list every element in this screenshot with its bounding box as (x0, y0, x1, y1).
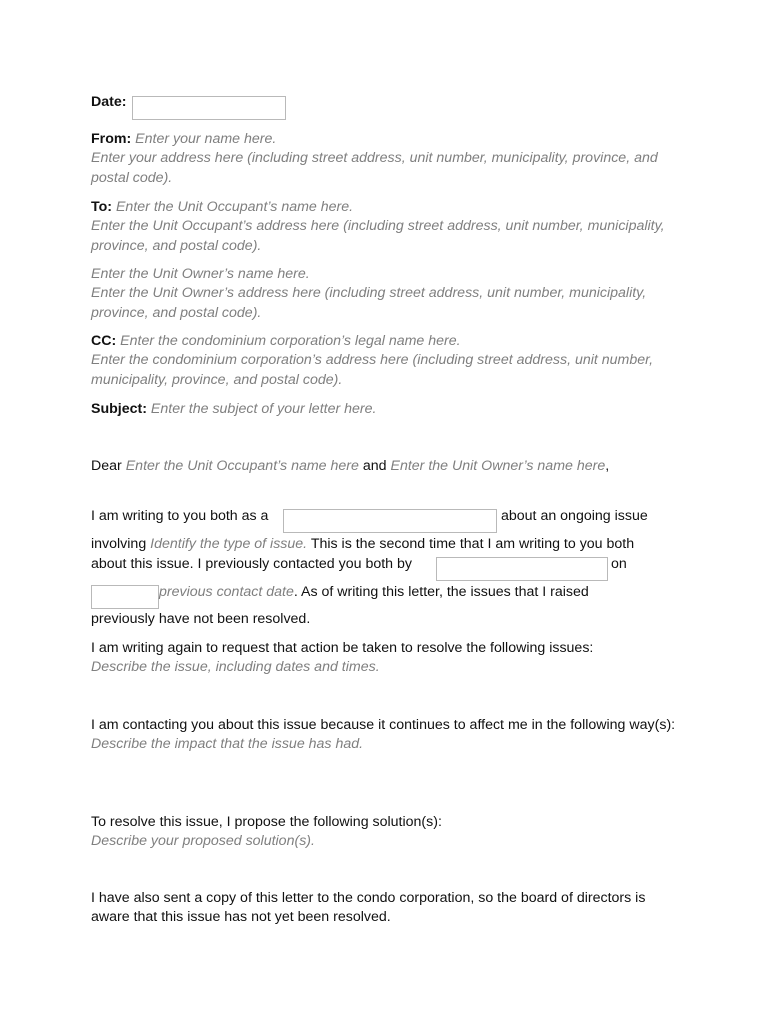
from-address-placeholder[interactable]: Enter your address here (including street address, unit number, municipality, province, and postal code). (91, 150, 658, 186)
para1-text-b: about an ongoing issue (501, 508, 648, 524)
para1-line4 (159, 583, 689, 602)
para2 (91, 639, 681, 678)
contact-method-field[interactable] (436, 557, 608, 581)
salutation-dear: Dear (91, 458, 122, 474)
owner-address-placeholder[interactable]: Enter the Unit Owner’s address here (including street address, unit number, municipality, province, and postal code). (91, 285, 647, 321)
to-address-placeholder[interactable]: Enter the Unit Occupant’s address here (including street address, unit number, municipality, province, and postal code). (91, 218, 665, 254)
subject-label: Subject: (91, 401, 147, 417)
from-block (91, 130, 681, 188)
cc-block (91, 332, 681, 390)
to-block (91, 198, 681, 256)
subject-placeholder[interactable]: Enter the subject of your letter here. (150, 401, 377, 417)
para1-text-f: . As of writing this letter, the issues that I raised (293, 584, 589, 600)
para4-text: To resolve this issue, I propose the following solution(s): (91, 814, 442, 830)
role-field[interactable] (283, 509, 497, 533)
to-name-placeholder[interactable]: Enter the Unit Occupant’s name here. (115, 199, 354, 215)
from-label: From: (91, 131, 132, 147)
para1-text-e: about this issue. I previously contacted you both by (91, 556, 412, 572)
para1-text-d: This is the second time that I am writing to you both (310, 536, 635, 552)
para1-line1-start (91, 507, 291, 526)
issue-type-placeholder[interactable]: Identify the type of issue. (150, 536, 308, 552)
owner-block (91, 265, 681, 323)
salutation-and: and (362, 458, 387, 474)
para3 (91, 716, 681, 755)
para1-text-g: previously have not been resolved. (91, 611, 311, 627)
cc-address-placeholder[interactable]: Enter the condominium corporation’s address here (including street address, unit number, municipality, province, and postal code). (91, 352, 654, 388)
salutation-owner-placeholder[interactable]: Enter the Unit Owner’s name here (390, 458, 606, 474)
contact-date-field[interactable] (91, 585, 159, 609)
owner-name-placeholder[interactable]: Enter the Unit Owner’s name here. (91, 266, 310, 282)
salutation-comma: , (605, 458, 610, 474)
para1-text-on: on (611, 556, 627, 572)
date-field[interactable] (132, 96, 286, 120)
para5 (91, 889, 681, 928)
para2-text: I am writing again to request that action be taken to resolve the following issues: (91, 640, 594, 656)
salutation (91, 457, 681, 476)
para1-text-a: I am writing to you both as a (91, 508, 269, 524)
to-label: To: (91, 199, 113, 215)
subject-row (91, 400, 681, 419)
from-name-placeholder[interactable]: Enter your name here. (135, 131, 277, 147)
para1-line2 (91, 535, 681, 554)
previous-date-placeholder[interactable]: previous contact date (159, 584, 294, 600)
para1-on (611, 555, 651, 574)
cc-label: CC: (91, 333, 117, 349)
para1-line3 (91, 555, 436, 574)
para1-line1-end (501, 507, 681, 526)
solution-description-placeholder[interactable]: Describe your proposed solution(s). (91, 833, 315, 850)
issue-description-placeholder[interactable]: Describe the issue, including dates and times. (91, 659, 380, 676)
impact-description-placeholder[interactable]: Describe the impact that the issue has had. (91, 736, 364, 753)
para1-line5 (91, 610, 681, 629)
salutation-occupant-placeholder[interactable]: Enter the Unit Occupant’s name here (125, 458, 359, 474)
cc-name-placeholder[interactable]: Enter the condominium corporation’s legal name here. (120, 333, 461, 349)
para5-text: I have also sent a copy of this letter to the condo corporation, so the board of directors is aware that this issue has not yet been resolved. (91, 890, 646, 926)
date-label: Date: (91, 94, 127, 110)
para3-text: I am contacting you about this issue because it continues to affect me in the following way(s): (91, 717, 676, 733)
para1-text-c: involving (91, 536, 147, 552)
para4 (91, 813, 681, 852)
